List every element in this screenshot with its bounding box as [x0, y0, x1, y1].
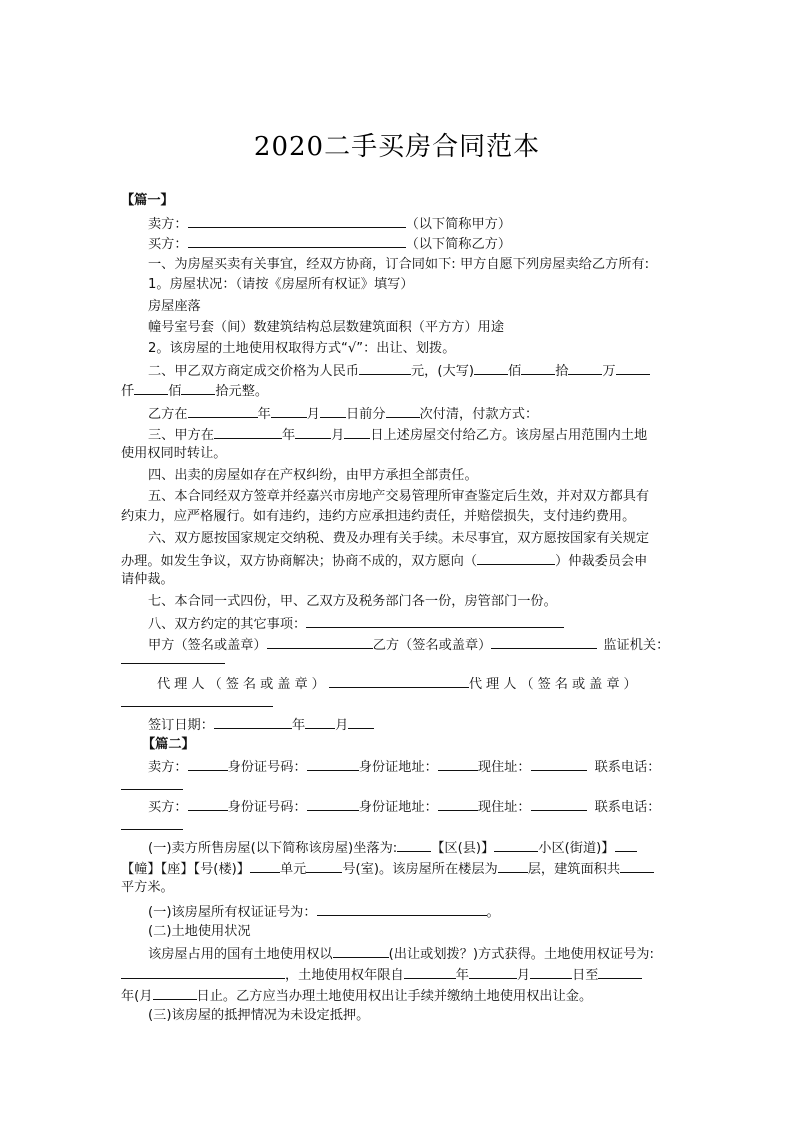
pay-times-blank[interactable]: [386, 403, 420, 418]
land-end-day-blank[interactable]: [153, 985, 197, 1000]
s2-text: (一)该房屋所有权证证号为：: [148, 905, 317, 920]
agent-b: 代理人（签名或盖章）: [468, 677, 641, 692]
s1-a: (一)卖方所售房屋(以下简称该房屋)坐落为:: [148, 841, 398, 856]
s3-a: 该房屋占用的国有土地使用权以: [148, 947, 333, 962]
clause-6-cont: [121, 550, 647, 572]
section-2-line: [148, 901, 500, 923]
agent-a: 代理人（签名或盖章）: [157, 677, 329, 692]
deliver-month-blank[interactable]: [295, 424, 331, 439]
party-a-sign: 甲方（签名或盖章）: [148, 638, 267, 653]
pay-year-blank[interactable]: [188, 403, 258, 418]
s3-f: 日至: [572, 968, 599, 983]
clause-6-c: ）仲裁委员会申: [555, 554, 648, 569]
agent-b-blank[interactable]: [121, 706, 273, 707]
sign-month: 月: [335, 718, 349, 733]
buyer-addr-label: 现住址：: [477, 800, 531, 815]
section-3-end: [121, 985, 592, 1007]
s1-c: 小区(街道)】: [538, 841, 615, 856]
buyer-idaddr-blank[interactable]: [438, 796, 478, 811]
clause-2-yuan: 元，(大写): [411, 364, 475, 379]
clause-7: 七、本合同一式四份，甲、乙双方及税务部门各一份，房管部门一份。: [148, 594, 557, 609]
hundred-blank[interactable]: [474, 360, 508, 375]
land-end-year-blank[interactable]: [598, 964, 642, 979]
sign-year-blank[interactable]: [214, 714, 292, 729]
bai2-blank[interactable]: [134, 380, 168, 395]
deliver-year-blank[interactable]: [214, 424, 282, 439]
clause-2-cont: [121, 380, 268, 402]
clause-3-b: 年: [281, 428, 296, 443]
buyer-info-line: [148, 796, 661, 818]
agent-a-blank[interactable]: [329, 673, 469, 688]
seller-addr-blank[interactable]: [531, 756, 587, 771]
cert-number-blank[interactable]: [317, 901, 487, 916]
supervisor-label: 监证机关：: [603, 638, 670, 653]
seller-addr-label: 现住址：: [477, 760, 531, 775]
sign-month-blank[interactable]: [305, 714, 335, 729]
clause-5-cont: 约束力，应严格履行。如有违约，违约方应承担违约责任，并赔偿损失，支付违约费用。: [121, 509, 636, 524]
clause-5: 五、本合同经双方签章并经嘉兴市房地产交易管理所审查鉴定后生效，并对双方都具有: [148, 489, 650, 504]
section-1-cont: [121, 858, 654, 880]
pay-d: 日前分: [345, 407, 386, 422]
pay-e: 次付清，付款方式：: [419, 407, 539, 422]
item-1: 1。房屋状况：（请按《房屋所有权证》填写）: [148, 277, 414, 292]
signature-line: [148, 634, 669, 656]
wan-blank[interactable]: [568, 360, 602, 375]
clause-2-wan: 万: [602, 364, 616, 379]
pay-day-blank[interactable]: [320, 403, 346, 418]
s3-b: (出让或划拨？)方式获得。土地使用权证号为:: [388, 947, 654, 962]
sign-date-label: 签订日期：: [148, 718, 214, 733]
s3-d: 年: [455, 968, 469, 983]
buyer-phone-label: 联系电话：: [594, 800, 661, 815]
agent-line: [157, 673, 641, 695]
clause-8: [148, 613, 564, 635]
s1-blank-1[interactable]: [397, 837, 431, 852]
buyer2-blank[interactable]: [188, 796, 228, 811]
clause-2-qian: 仟: [121, 384, 135, 399]
seller-id-label: 身份证号码：: [227, 760, 307, 775]
clause-2-shi: 拾: [555, 364, 569, 379]
house-location: 房屋座落: [148, 299, 201, 314]
arbitration-blank[interactable]: [477, 550, 555, 565]
buyer-id-label: 身份证号码：: [227, 800, 307, 815]
clause-2-bai: 佰: [508, 364, 522, 379]
other-terms-blank[interactable]: [306, 613, 564, 628]
s3-e: 月: [516, 968, 531, 983]
buyer-note: （以下简称乙方）: [405, 237, 512, 252]
qian-blank[interactable]: [616, 360, 650, 375]
sign-year: 年: [291, 718, 306, 733]
s1-d: 【幢】【座】【号(楼)】: [121, 862, 250, 877]
buyer-label: 买方：: [148, 237, 188, 252]
price-blank[interactable]: [359, 360, 411, 375]
pay-b: 年: [257, 407, 271, 422]
clause-2: [148, 360, 650, 382]
seller-info-line: [148, 756, 661, 778]
ten-blank[interactable]: [521, 360, 555, 375]
s3-h: 日止。乙方应当办理土地使用权出让手续并缴纳土地使用权出让金。: [196, 989, 593, 1004]
seller-phone-blank[interactable]: [121, 789, 183, 790]
s1-blank-7[interactable]: [620, 858, 654, 873]
sign-day-blank[interactable]: [348, 714, 374, 729]
s1-e: 单元: [279, 862, 307, 877]
seller-note: （以下简称甲方）: [405, 217, 512, 232]
s2-end: 。: [486, 905, 500, 920]
s1-blank-2[interactable]: [494, 837, 538, 852]
s1-blank-3[interactable]: [615, 837, 637, 852]
seller-line: [148, 213, 511, 235]
buyer-blank[interactable]: [188, 233, 406, 248]
party-a-sign-blank[interactable]: [267, 634, 373, 649]
clause-3-cont: 使用权同时转让。: [121, 446, 227, 461]
clause-6-end: 请仲裁。: [121, 572, 174, 587]
land-year-blank[interactable]: [404, 964, 456, 979]
clause-3-d: 日上述房屋交付给乙方。该房屋占用范围内土地: [370, 428, 648, 443]
buyer-addr-blank[interactable]: [531, 796, 587, 811]
party-b-sign: 乙方（签名或盖章）: [372, 638, 492, 653]
clause-8-text: 八、双方约定的其它事项：: [148, 617, 307, 632]
supervisor-blank[interactable]: [121, 663, 225, 664]
section-heading-part1: 【篇一】: [121, 193, 174, 208]
seller2-label: 卖方：: [148, 760, 188, 775]
section-1-line: [148, 837, 637, 859]
section-3-heading: (二)土地使用状况: [148, 924, 251, 939]
section-3-line: [148, 943, 654, 965]
s3-g: 年(月: [121, 989, 153, 1004]
seller-idaddr-label: 身份证地址：: [358, 760, 438, 775]
seller-idaddr-blank[interactable]: [438, 756, 478, 771]
buyer-id-blank[interactable]: [307, 796, 359, 811]
land-month-blank[interactable]: [469, 964, 517, 979]
seller-phone-label: 联系电话：: [594, 760, 661, 775]
land-method-blank[interactable]: [333, 943, 389, 958]
seller-blank[interactable]: [188, 213, 406, 228]
section-3-cont: [121, 964, 642, 986]
section-4: (三)该房屋的抵押情况为未设定抵押。: [148, 1008, 370, 1023]
party-b-sign-blank[interactable]: [491, 634, 597, 649]
s1-blank-5[interactable]: [306, 858, 342, 873]
pay-month-blank[interactable]: [271, 403, 307, 418]
section-heading-part2: 【篇二】: [142, 737, 195, 752]
document-title: 2020二手买房合同范本: [253, 132, 541, 162]
buyer2-label: 买方：: [148, 800, 188, 815]
seller-label: 卖方：: [148, 217, 188, 232]
section-1-end: 平方米。: [121, 880, 174, 895]
seller-id-blank[interactable]: [307, 756, 359, 771]
clause-2-text: 二、甲乙双方商定成交价格为人民币: [148, 364, 359, 379]
clause-2-end: 拾元整。: [215, 384, 269, 399]
s1-blank-4[interactable]: [250, 858, 280, 873]
item-2: 2。该房屋的土地使用权取得方式“√”：出让、划拨。: [148, 341, 456, 356]
s1-g: 层，建筑面积共: [527, 862, 621, 877]
clause-2-bai2: 佰: [168, 384, 182, 399]
land-cert-blank[interactable]: [121, 964, 285, 979]
shi2-blank[interactable]: [181, 380, 215, 395]
s3-c: ，土地使用权年限自: [285, 968, 404, 983]
s1-blank-6[interactable]: [498, 858, 528, 873]
sign-date-line: [148, 714, 374, 736]
pay-a: 乙方在: [148, 407, 188, 422]
buyer-phone-blank[interactable]: [121, 829, 183, 830]
deliver-day-blank[interactable]: [344, 424, 370, 439]
buyer-line: [148, 233, 511, 255]
clause-6: 六、双方愿按国家规定交纳税、费及办理有关手续。未尽事宜，双方愿按国家有关规定: [148, 531, 650, 546]
house-details: 幢号室号套（间）数建筑结构总层数建筑面积（平方方）用途: [148, 320, 505, 335]
clause-3: [148, 424, 647, 446]
clause-3-a: 三、甲方在: [148, 428, 214, 443]
land-day-blank[interactable]: [530, 964, 572, 979]
clause-1: 一、为房屋买卖有关事宜，经双方协商，订合同如下: 甲方自愿下列房屋卖给乙方所有:: [148, 257, 650, 272]
clause-6-b: 办理。如发生争议，双方协商解决；协商不成的，双方愿向（: [121, 554, 478, 569]
s1-f: 号(室)。该房屋所在楼层为: [342, 862, 498, 877]
clause-3-c: 月: [331, 428, 345, 443]
payment-line: [148, 403, 538, 425]
clause-4: 四、出卖的房屋如存在产权纠纷，由甲方承担全部责任。: [148, 468, 478, 483]
buyer-idaddr-label: 身份证地址：: [358, 800, 438, 815]
s1-b: 【区(县)】: [431, 841, 495, 856]
pay-c: 月: [306, 407, 320, 422]
seller2-blank[interactable]: [188, 756, 228, 771]
